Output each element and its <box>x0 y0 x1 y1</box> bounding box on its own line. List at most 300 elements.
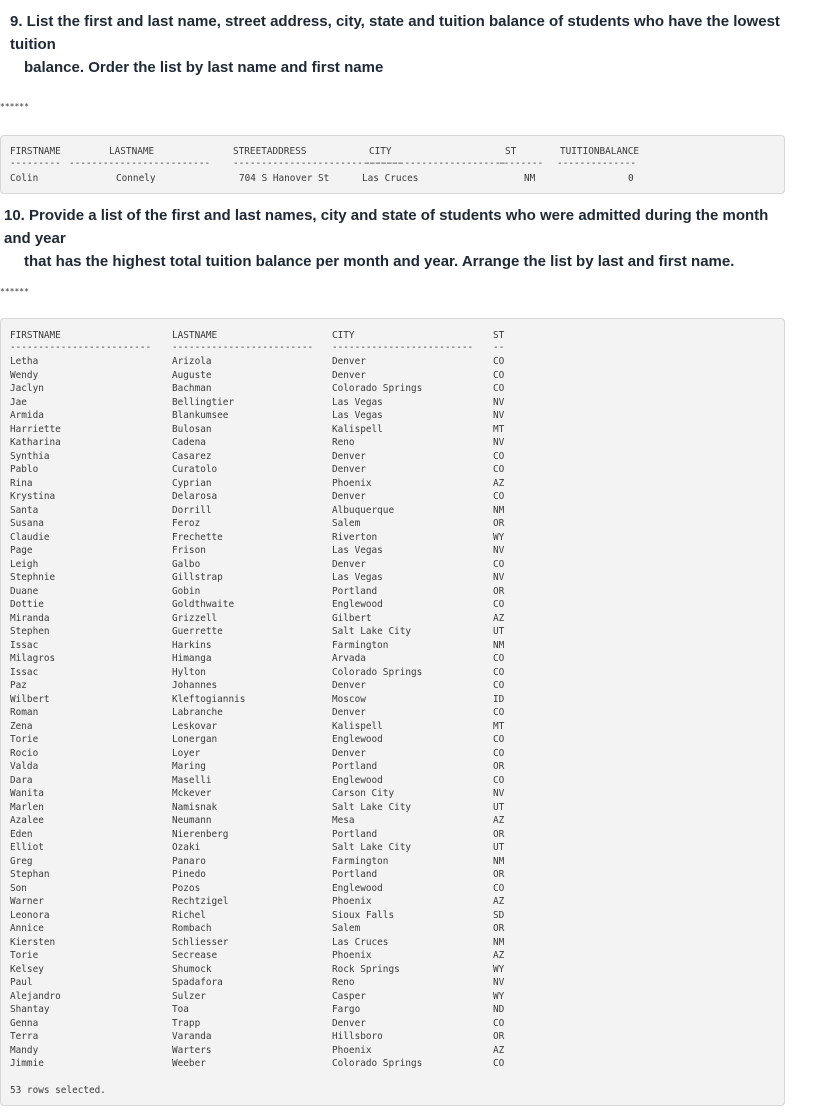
table-row <box>1 896 784 910</box>
cell-firstname: Rocio <box>10 747 39 759</box>
cell-st: CO <box>493 369 505 381</box>
cell-st: NV <box>493 572 505 583</box>
cell-city: Colorado Springs <box>332 383 423 394</box>
cell-city: Las Cruces <box>362 173 419 184</box>
table-row <box>1 937 784 951</box>
cell-city: Kalispell <box>332 720 383 732</box>
cell-city: Kalispell <box>332 423 383 435</box>
cell-city: Fargo <box>332 1004 361 1015</box>
header-firstname: FIRSTNAME <box>10 330 61 341</box>
question-10-line-2: that has the highest total tuition balance per month and year. Arrange the list by last and first name. <box>24 253 735 270</box>
header-st: ST <box>505 146 517 157</box>
cell-city: Portland <box>332 828 378 840</box>
table-row <box>1 478 784 492</box>
cell-lastname: Trapp <box>172 1017 201 1029</box>
table-row <box>1 451 784 465</box>
cell-city: Portland <box>332 869 378 880</box>
cell-lastname: Feroz <box>172 518 201 529</box>
cell-st: CO <box>493 882 505 894</box>
cell-lastname: Cyprian <box>172 477 212 489</box>
table-row <box>1 950 784 964</box>
cell-lastname: Grizzell <box>172 612 218 624</box>
dashes-lastname: ------------------------- <box>172 342 314 353</box>
cell-city: Englewood <box>332 774 383 786</box>
cell-lastname: Bellingtier <box>172 396 235 408</box>
cell-lastname: Connely <box>116 173 156 184</box>
table-row <box>1 464 784 478</box>
table-row <box>1 667 784 681</box>
cell-firstname: Issac <box>10 639 39 651</box>
cell-firstname: Leigh <box>10 558 39 570</box>
cell-lastname: Weeber <box>172 1058 206 1069</box>
cell-lastname: Gobin <box>172 585 201 597</box>
cell-lastname: Galbo <box>172 558 201 570</box>
table-row <box>1 505 784 519</box>
cell-firstname: Stephan <box>10 869 50 880</box>
cell-city: Denver <box>332 747 366 759</box>
cell-city: Las Vegas <box>332 396 383 408</box>
cell-st: SD <box>493 909 505 921</box>
cell-lastname: Labranche <box>172 707 223 718</box>
cell-st: CO <box>493 666 505 678</box>
dashes-tuitionbalance: -------------- <box>557 158 637 169</box>
dashes-st: -------- <box>498 158 544 169</box>
cell-st: AZ <box>493 1044 505 1056</box>
cell-city: Reno <box>332 437 355 448</box>
cell-st: CO <box>493 1058 505 1069</box>
cell-st: ND <box>493 1004 505 1015</box>
header-firstname: FIRSTNAME <box>10 146 61 157</box>
cell-lastname: Kleftogiannis <box>172 693 246 705</box>
dashes-st: -- <box>493 342 505 353</box>
table-row <box>1 1031 784 1045</box>
table-row <box>1 829 784 843</box>
cell-lastname: Blankumsee <box>172 410 229 421</box>
cell-st: AZ <box>493 477 505 489</box>
question-9-line-1: 9. List the first and last name, street address, city, state and tuition balance of students who have the lowest tuition <box>10 13 780 53</box>
cell-st: WY <box>493 990 505 1002</box>
cell-city: Denver <box>332 369 366 381</box>
table-row <box>1 869 784 883</box>
cell-st: AZ <box>493 896 505 907</box>
cell-st: OR <box>493 869 505 880</box>
table-row <box>1 964 784 978</box>
table-row <box>1 1045 784 1059</box>
cell-city: Phoenix <box>332 950 372 961</box>
cell-firstname: Wilbert <box>10 693 50 705</box>
table-row <box>1 856 784 870</box>
cell-city: Salt Lake City <box>332 626 412 637</box>
cell-lastname: Hylton <box>172 666 206 678</box>
cell-city: Denver <box>332 558 366 570</box>
cell-lastname: Neumann <box>172 815 212 826</box>
cell-lastname: Spadafora <box>172 977 223 988</box>
cell-lastname: Panaro <box>172 855 206 867</box>
cell-firstname: Jaclyn <box>10 383 44 394</box>
cell-firstname: Warner <box>10 896 44 907</box>
cell-lastname: Nierenberg <box>172 828 229 840</box>
cell-firstname: Harriette <box>10 423 61 435</box>
table-row <box>1 694 784 708</box>
cell-firstname: Roman <box>10 707 39 718</box>
cell-lastname: Cadena <box>172 437 206 448</box>
cell-lastname: Arizola <box>172 356 212 367</box>
cell-firstname: Torie <box>10 734 39 745</box>
table-row <box>1 761 784 775</box>
cell-st: ID <box>493 693 505 705</box>
table-row <box>1 748 784 762</box>
table-row <box>1 721 784 735</box>
cell-firstname: Shantay <box>10 1004 50 1015</box>
cell-lastname: Himanga <box>172 653 212 664</box>
cell-st: NV <box>493 977 505 988</box>
cell-st: NV <box>493 410 505 421</box>
result-10-rows <box>1 356 784 1071</box>
cell-firstname: Wendy <box>10 369 39 381</box>
cell-st: NM <box>524 173 536 184</box>
cell-city: Farmington <box>332 855 389 867</box>
cell-city: Salem <box>332 923 361 934</box>
separator-9: ****** <box>0 102 29 111</box>
cell-st: CO <box>493 450 505 462</box>
cell-lastname: Shumock <box>172 963 212 975</box>
cell-city: Las Vegas <box>332 545 383 556</box>
cell-city: Las Vegas <box>332 410 383 421</box>
header-lastname: LASTNAME <box>172 330 218 341</box>
cell-firstname: Leonora <box>10 909 50 921</box>
cell-lastname: Rechtzigel <box>172 896 229 907</box>
dashes-firstname: ------------------------- <box>10 342 152 353</box>
cell-city: Rock Springs <box>332 963 400 975</box>
table-row <box>1 424 784 438</box>
cell-firstname: Letha <box>10 356 39 367</box>
cell-st: NV <box>493 437 505 448</box>
cell-firstname: Annice <box>10 923 44 934</box>
cell-firstname: Mandy <box>10 1044 39 1056</box>
cell-st: UT <box>493 626 505 637</box>
cell-st: CO <box>493 653 505 664</box>
result-box-10 <box>0 318 785 1106</box>
cell-city: Riverton <box>332 531 378 543</box>
cell-city: Gilbert <box>332 612 372 624</box>
cell-firstname: Azalee <box>10 815 44 826</box>
cell-city: Phoenix <box>332 477 372 489</box>
header-st: ST <box>493 330 505 341</box>
table-row <box>1 626 784 640</box>
cell-city: Englewood <box>332 599 383 610</box>
cell-st: NV <box>493 545 505 556</box>
cell-lastname: Bachman <box>172 383 212 394</box>
cell-firstname: Kiersten <box>10 936 56 948</box>
question-9 <box>10 10 800 79</box>
table-row <box>1 1004 784 1018</box>
cell-lastname: Namisnak <box>172 801 218 813</box>
cell-lastname: Frison <box>172 545 206 556</box>
question-10 <box>4 204 794 273</box>
cell-st: MT <box>493 423 505 435</box>
table-row <box>1 559 784 573</box>
cell-st: MT <box>493 720 505 732</box>
cell-firstname: Santa <box>10 504 39 516</box>
cell-city: Sioux Falls <box>332 909 395 921</box>
cell-st: UT <box>493 801 505 813</box>
table-row <box>1 991 784 1005</box>
cell-lastname: Rombach <box>172 923 212 934</box>
dashes-streetaddress: ------------------------------ <box>233 158 403 169</box>
cell-st: CO <box>493 491 505 502</box>
cell-st: UT <box>493 842 505 853</box>
cell-firstname: Torie <box>10 950 39 961</box>
table-row <box>1 883 784 897</box>
cell-firstname: Synthia <box>10 450 50 462</box>
cell-city: Moscow <box>332 693 366 705</box>
cell-st: AZ <box>493 815 505 826</box>
cell-lastname: Pozos <box>172 882 201 894</box>
cell-st: OR <box>493 585 505 597</box>
table-row <box>1 410 784 424</box>
cell-city: Phoenix <box>332 896 372 907</box>
cell-firstname: Stephen <box>10 626 50 637</box>
cell-city: Salem <box>332 518 361 529</box>
cell-tuitionbalance: 0 <box>628 173 634 184</box>
cell-st: CO <box>493 464 505 475</box>
cell-st: OR <box>493 1031 505 1042</box>
cell-st: AZ <box>493 612 505 624</box>
table-row <box>1 613 784 627</box>
table-row <box>1 383 784 397</box>
cell-firstname: Greg <box>10 855 33 867</box>
cell-city: Reno <box>332 977 355 988</box>
cell-firstname: Page <box>10 545 33 556</box>
cell-city: Salt Lake City <box>332 801 412 813</box>
cell-firstname: Valda <box>10 761 39 772</box>
cell-st: CO <box>493 383 505 394</box>
cell-lastname: Harkins <box>172 639 212 651</box>
cell-lastname: Lonergan <box>172 734 218 745</box>
cell-city: Denver <box>332 680 366 691</box>
cell-st: NM <box>493 855 505 867</box>
header-tuitionbalance: TUITIONBALANCE <box>560 146 640 157</box>
cell-city: Denver <box>332 1017 366 1029</box>
cell-lastname: Richel <box>172 909 206 921</box>
cell-lastname: Maselli <box>172 774 212 786</box>
cell-firstname: Dara <box>10 774 33 786</box>
cell-lastname: Warters <box>172 1044 212 1056</box>
table-row <box>1 491 784 505</box>
table-row <box>1 356 784 370</box>
cell-lastname: Dorrill <box>172 504 212 516</box>
cell-st: CO <box>493 680 505 691</box>
table-row <box>1 788 784 802</box>
cell-city: Las Cruces <box>332 936 389 948</box>
cell-lastname: Frechette <box>172 531 223 543</box>
cell-st: CO <box>493 599 505 610</box>
table-row <box>1 977 784 991</box>
cell-lastname: Toa <box>172 1004 189 1015</box>
separator-10: ****** <box>0 287 29 296</box>
header-lastname: LASTNAME <box>109 146 155 157</box>
cell-city: Englewood <box>332 734 383 745</box>
cell-st: AZ <box>493 950 505 961</box>
cell-city: Colorado Springs <box>332 1058 423 1069</box>
cell-st: WY <box>493 531 505 543</box>
cell-st: NM <box>493 936 505 948</box>
table-row <box>1 599 784 613</box>
cell-lastname: Gillstrap <box>172 572 223 583</box>
cell-firstname: Pablo <box>10 464 39 475</box>
table-row <box>1 923 784 937</box>
cell-lastname: Guerrette <box>172 626 223 637</box>
table-row <box>1 734 784 748</box>
cell-firstname: Marlen <box>10 801 44 813</box>
table-row <box>1 397 784 411</box>
header-streetaddress: STREETADDRESS <box>233 146 307 157</box>
cell-st: NM <box>493 504 505 516</box>
cell-st: CO <box>493 558 505 570</box>
cell-city: Carson City <box>332 788 395 799</box>
table-row <box>1 680 784 694</box>
table-row <box>1 1058 784 1072</box>
cell-lastname: Loyer <box>172 747 201 759</box>
cell-lastname: Bulosan <box>172 423 212 435</box>
cell-st: NV <box>493 788 505 799</box>
result-box-9 <box>0 135 785 194</box>
table-row <box>1 518 784 532</box>
cell-lastname: Casarez <box>172 450 212 462</box>
rows-selected-footer: 53 rows selected. <box>10 1085 106 1096</box>
cell-firstname: Dottie <box>10 599 44 610</box>
cell-firstname: Claudie <box>10 531 50 543</box>
table-row <box>1 1018 784 1032</box>
cell-lastname: Secrease <box>172 950 218 961</box>
cell-firstname: Alejandro <box>10 990 61 1002</box>
cell-firstname: Paz <box>10 680 27 691</box>
cell-lastname: Ozaki <box>172 842 201 853</box>
cell-firstname: Genna <box>10 1017 39 1029</box>
cell-firstname: Paul <box>10 977 33 988</box>
dashes-city: ------------------------- <box>332 342 474 353</box>
table-row <box>1 370 784 384</box>
table-row <box>1 775 784 789</box>
cell-lastname: Schliesser <box>172 936 229 948</box>
cell-firstname: Son <box>10 882 27 894</box>
cell-firstname: Terra <box>10 1031 39 1042</box>
cell-city: Denver <box>332 356 366 367</box>
cell-lastname: Leskovar <box>172 720 218 732</box>
header-city: CITY <box>369 146 392 157</box>
cell-firstname: Kelsey <box>10 963 44 975</box>
cell-firstname: Duane <box>10 585 39 597</box>
table-row <box>1 653 784 667</box>
cell-city: Englewood <box>332 882 383 894</box>
cell-firstname: Issac <box>10 666 39 678</box>
cell-st: OR <box>493 923 505 934</box>
cell-city: Portland <box>332 761 378 772</box>
cell-lastname: Pinedo <box>172 869 206 880</box>
cell-firstname: Jimmie <box>10 1058 44 1069</box>
cell-city: Portland <box>332 585 378 597</box>
header-city: CITY <box>332 330 355 341</box>
cell-city: Hillsboro <box>332 1031 383 1042</box>
cell-st: NM <box>493 639 505 651</box>
cell-st: OR <box>493 828 505 840</box>
cell-city: Farmington <box>332 639 389 651</box>
cell-firstname: Rina <box>10 477 33 489</box>
cell-lastname: Curatolo <box>172 464 218 475</box>
cell-lastname: Sulzer <box>172 990 206 1002</box>
cell-city: Casper <box>332 990 366 1002</box>
dashes-lastname: ------------------------- <box>69 158 211 169</box>
table-row <box>1 640 784 654</box>
cell-firstname: Stephnie <box>10 572 56 583</box>
cell-lastname: Goldthwaite <box>172 599 235 610</box>
cell-st: WY <box>493 963 505 975</box>
table-row <box>1 586 784 600</box>
cell-st: NV <box>493 396 505 408</box>
cell-st: OR <box>493 761 505 772</box>
cell-city: Las Vegas <box>332 572 383 583</box>
dashes-city: ------------------------- <box>365 158 507 169</box>
cell-lastname: Delarosa <box>172 491 218 502</box>
cell-firstname: Eden <box>10 828 33 840</box>
table-row <box>1 815 784 829</box>
cell-firstname: Miranda <box>10 612 50 624</box>
cell-firstname: Elliot <box>10 842 44 853</box>
cell-firstname: Zena <box>10 720 33 732</box>
cell-st: CO <box>493 1017 505 1029</box>
cell-city: Mesa <box>332 815 355 826</box>
cell-st: CO <box>493 707 505 718</box>
cell-firstname: Katharina <box>10 437 61 448</box>
cell-st: CO <box>493 747 505 759</box>
cell-city: Denver <box>332 450 366 462</box>
cell-city: Denver <box>332 491 366 502</box>
cell-city: Arvada <box>332 653 366 664</box>
table-row <box>1 545 784 559</box>
table-row <box>1 707 784 721</box>
cell-firstname: Susana <box>10 518 44 529</box>
table-row <box>1 532 784 546</box>
cell-st: CO <box>493 774 505 786</box>
cell-st: CO <box>493 356 505 367</box>
cell-firstname: Milagros <box>10 653 56 664</box>
cell-streetaddress: 704 S Hanover St <box>239 173 330 184</box>
table-row <box>1 842 784 856</box>
cell-firstname: Wanita <box>10 788 44 799</box>
cell-lastname: Varanda <box>172 1031 212 1042</box>
cell-city: Albuquerque <box>332 504 395 516</box>
table-row <box>1 910 784 924</box>
cell-firstname: Armida <box>10 410 44 421</box>
cell-city: Salt Lake City <box>332 842 412 853</box>
cell-city: Denver <box>332 707 366 718</box>
cell-firstname: Colin <box>10 173 39 184</box>
cell-st: OR <box>493 518 505 529</box>
cell-lastname: Maring <box>172 761 206 772</box>
cell-firstname: Jae <box>10 396 27 408</box>
dashes-firstname: --------- <box>10 158 61 169</box>
table-row <box>1 802 784 816</box>
cell-lastname: Mckever <box>172 788 212 799</box>
cell-firstname: Krystina <box>10 491 56 502</box>
question-9-line-2: balance. Order the list by last name and first name <box>24 59 384 76</box>
cell-city: Colorado Springs <box>332 666 423 678</box>
cell-lastname: Auguste <box>172 369 212 381</box>
table-row <box>1 572 784 586</box>
cell-city: Denver <box>332 464 366 475</box>
cell-city: Phoenix <box>332 1044 372 1056</box>
table-row <box>1 437 784 451</box>
